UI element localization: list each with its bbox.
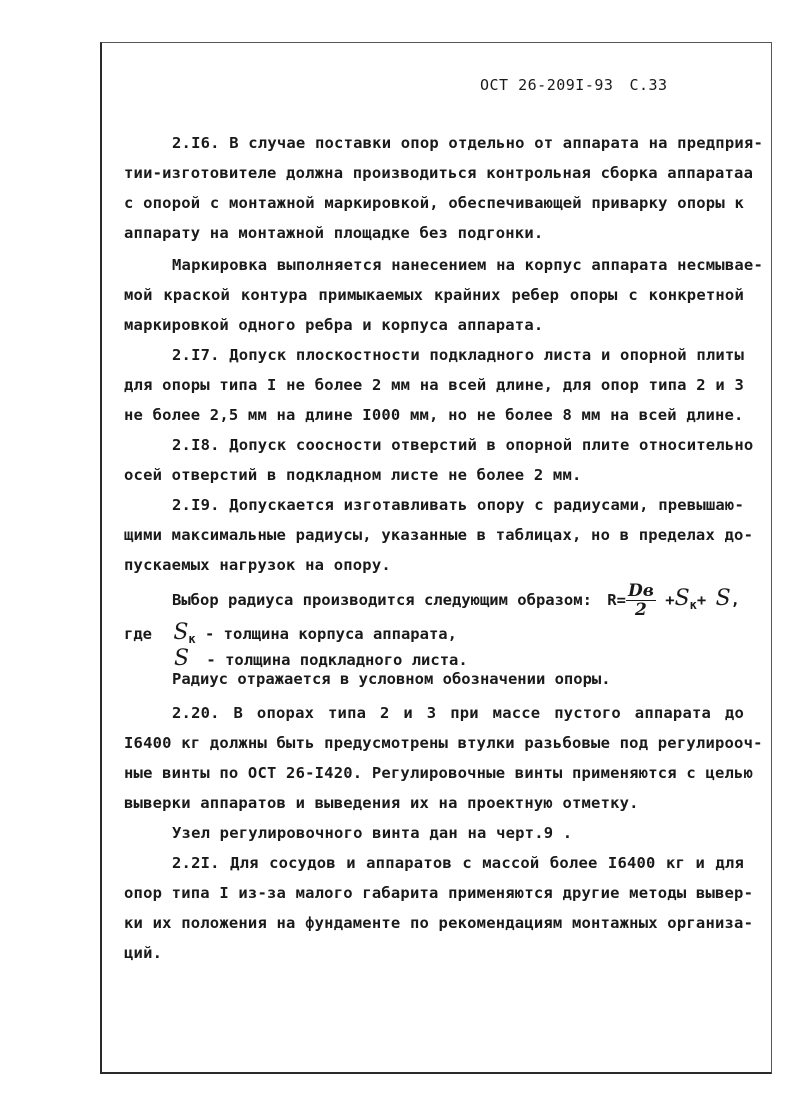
where-line-k <box>124 620 457 646</box>
where-desc: - толщина подкладного листа. <box>206 651 468 669</box>
text-line: 2.I6. В случае поставки опор отдельно от аппарата на предприя- <box>172 134 763 152</box>
text-line: мой краской контура примыкаемых крайних ребер опоры с конкретной <box>124 286 744 304</box>
text-line: с опорой с монтажной маркировкой, обеспечивающей приварку опоры к <box>124 194 744 212</box>
formula-comma: , <box>730 591 740 609</box>
where-label: где <box>124 625 152 643</box>
where-k-desc: - толщина корпуса аппарата, <box>205 625 457 643</box>
formula-fraction <box>626 582 656 619</box>
formula-denominator: 2 <box>634 600 647 620</box>
radius-note: Радиус отражается в условном обозначении опоры. <box>172 670 611 688</box>
text-line: Маркировка выполняется нанесением на корпус аппарата несмывае- <box>172 256 763 274</box>
text-line: тии-изготовителе должна производиться контрольная сборка аппаратаа <box>124 164 754 182</box>
text-line: 2.20. В опорах типа 2 и 3 при массе пустого аппарата до <box>172 704 744 722</box>
delta-symbol: S <box>173 620 189 645</box>
text-line: выверки аппаратов и выведения их на проектную отметку. <box>124 794 639 812</box>
delta-symbol: S <box>674 586 690 611</box>
paragraph-2-19 <box>124 490 754 580</box>
text-line: ций. <box>124 944 163 962</box>
delta-symbol: S <box>174 646 190 671</box>
text-line: опор типа I из-за малого габарита применяются другие методы вывер- <box>124 884 754 902</box>
formula-lhs: R= <box>607 591 626 609</box>
doc-code: ОСТ 26-209I-93 <box>480 76 614 94</box>
text-line: щими максимальные радиусы, указанные в таблицах, но в пределах до- <box>124 526 754 544</box>
paragraph-2-18 <box>124 430 754 490</box>
paragraph-2-20 <box>124 698 763 818</box>
text-line: 2.I9. Допускается изготавливать опору с радиусами, превышаю- <box>172 496 744 514</box>
formula-numerator: Dв <box>627 581 654 601</box>
paragraph-2-17 <box>124 340 744 430</box>
page-header <box>480 76 684 94</box>
text-line: аппарату на монтажной площадке без подгонки. <box>124 224 544 242</box>
text-line: I6400 кг должны быть предусмотрены втулки разьбовые под регулирооч- <box>124 734 763 752</box>
text-line: 2.I7. Допуск плоскостности подкладного листа и опорной плиты <box>172 346 744 364</box>
text-line: пускаемых нагрузок на опору. <box>124 556 391 574</box>
text-line: Узел регулировочного винта дан на черт.9 . <box>172 824 573 842</box>
paragraph-2-21 <box>124 848 754 968</box>
text-line: ки их положения на фундаменте по рекомендациям монтажных организа- <box>124 914 754 932</box>
delta-subscript: к <box>188 632 196 647</box>
formula-plus: + <box>696 591 707 609</box>
text-line: маркировкой одного ребра и корпуса аппарата. <box>124 316 544 334</box>
formula-plus: + <box>665 591 675 609</box>
text-line: 2.I8. Допуск соосности отверстий в опорной плите относительно <box>172 436 754 454</box>
formula-line <box>172 582 740 619</box>
delta-symbol: S <box>715 586 731 611</box>
delta-subscript: к <box>689 598 697 613</box>
text-line: ные винты по ОСТ 26-I420. Регулировочные винты применяются с целью <box>124 764 754 782</box>
paragraph-node <box>124 818 744 848</box>
paragraph-2-16 <box>124 128 763 248</box>
where-line <box>174 646 468 671</box>
page-number: С.33 <box>629 76 668 94</box>
formula-intro: Выбор радиуса производится следующим образом: <box>172 591 592 609</box>
text-line: 2.2I. Для сосудов и аппаратов с массой более I6400 кг и для <box>172 854 744 872</box>
text-line: для опоры типа I не более 2 мм на всей длине, для опор типа 2 и 3 <box>124 376 744 394</box>
text-line: осей отверстий в подкладном листе не более 2 мм. <box>124 466 582 484</box>
paragraph-marking <box>124 250 763 340</box>
text-line: не более 2,5 мм на длине I000 мм, но не более 8 мм на всей длине. <box>124 406 744 424</box>
